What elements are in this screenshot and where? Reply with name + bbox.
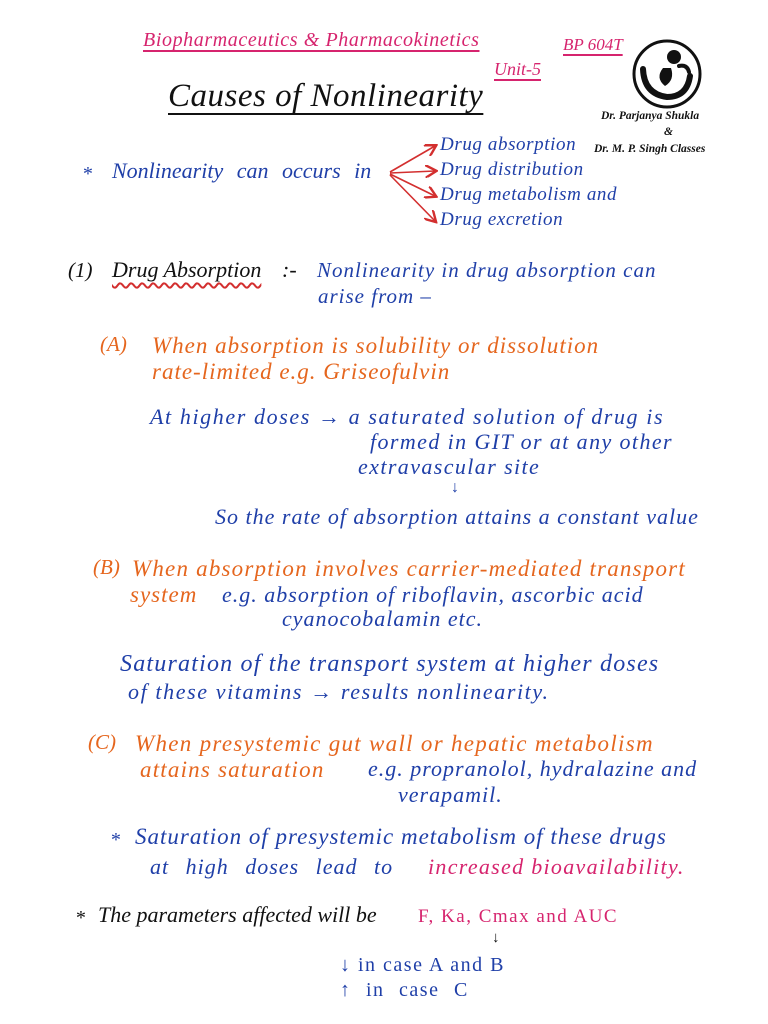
list-item: Drug distribution xyxy=(440,159,584,180)
subject-title: Biopharmaceutics & Pharmacokinetics xyxy=(143,29,480,51)
bullet-asterisk: * xyxy=(82,163,92,185)
case-text-line: system xyxy=(130,582,198,607)
decrease-note: ↓ in case A and B xyxy=(340,954,505,976)
arrow-to-absorption xyxy=(390,146,435,172)
case-label: (C) xyxy=(88,730,116,754)
parameters-values: F, Ka, Cmax and AUC xyxy=(418,906,619,927)
detail-line: formed in GIT or at any other xyxy=(370,429,673,454)
list-item: Drug excretion xyxy=(440,209,564,230)
increase-note: ↑ in case C xyxy=(340,979,469,1001)
arrow-to-metabolism xyxy=(390,174,435,196)
detail-line: At higher doses → a saturated solution of drug is xyxy=(150,404,665,429)
section-intro-line: Nonlinearity in drug absorption can xyxy=(317,258,657,282)
list-item: Drug absorption xyxy=(440,134,577,155)
note-line: Saturation of presystemic metabolism of these drugs xyxy=(135,824,667,849)
example-text: e.g. absorption of riboflavin, ascorbic acid xyxy=(222,582,644,607)
case-text-line: attains saturation xyxy=(140,757,325,782)
example-text: cyanocobalamin etc. xyxy=(282,606,484,631)
page-title: Causes of Nonlinearity xyxy=(168,78,484,114)
down-arrow-icon: ↓ xyxy=(492,930,500,946)
note-line: Saturation of the transport system at higher doses xyxy=(120,651,660,677)
case-text-line: When absorption involves carrier-mediated transport xyxy=(132,556,686,581)
bullet-asterisk: * xyxy=(110,829,120,851)
bullet-asterisk: * xyxy=(75,907,85,929)
section-number: (1) xyxy=(68,258,93,282)
author-name: Dr. Parjanya Shukla xyxy=(601,110,700,122)
detail-line: extravascular site xyxy=(358,454,541,479)
case-label: (A) xyxy=(100,332,127,356)
example-text: verapamil. xyxy=(398,782,503,807)
case-text-line: When absorption is solubility or dissolution xyxy=(152,333,600,358)
course-code: BP 604T xyxy=(563,35,623,54)
parameters-text: The parameters affected will be xyxy=(98,902,377,927)
section-heading: Drug Absorption xyxy=(112,257,262,282)
section-intro-line: arise from – xyxy=(318,284,432,308)
author-ampersand: & xyxy=(664,126,673,138)
section-separator: :- xyxy=(282,257,297,282)
unit-label: Unit-5 xyxy=(494,59,541,79)
note-line: at high doses lead to xyxy=(150,854,394,879)
note-line: of these vitamins → results nonlinearity. xyxy=(128,679,550,704)
list-item: Drug metabolism and xyxy=(440,184,618,205)
example-text: e.g. propranolol, hydralazine and xyxy=(368,756,698,781)
arrow-to-excretion xyxy=(390,175,435,221)
down-arrow-icon: ↓ xyxy=(451,479,459,496)
intro-text: Nonlinearity can occurs in xyxy=(112,158,372,183)
case-text-line: When presystemic gut wall or hepatic metabolism xyxy=(135,731,654,756)
arrow-to-distribution xyxy=(390,171,435,173)
case-label: (B) xyxy=(93,555,120,579)
red-branching-arrows-icon xyxy=(0,0,768,260)
case-text-line: rate-limited e.g. Griseofulvin xyxy=(152,359,451,384)
institute-name: Dr. M. P. Singh Classes xyxy=(594,143,706,155)
highlight-text: increased bioavailability. xyxy=(428,854,685,879)
result-line: So the rate of absorption attains a constant value xyxy=(215,504,699,529)
